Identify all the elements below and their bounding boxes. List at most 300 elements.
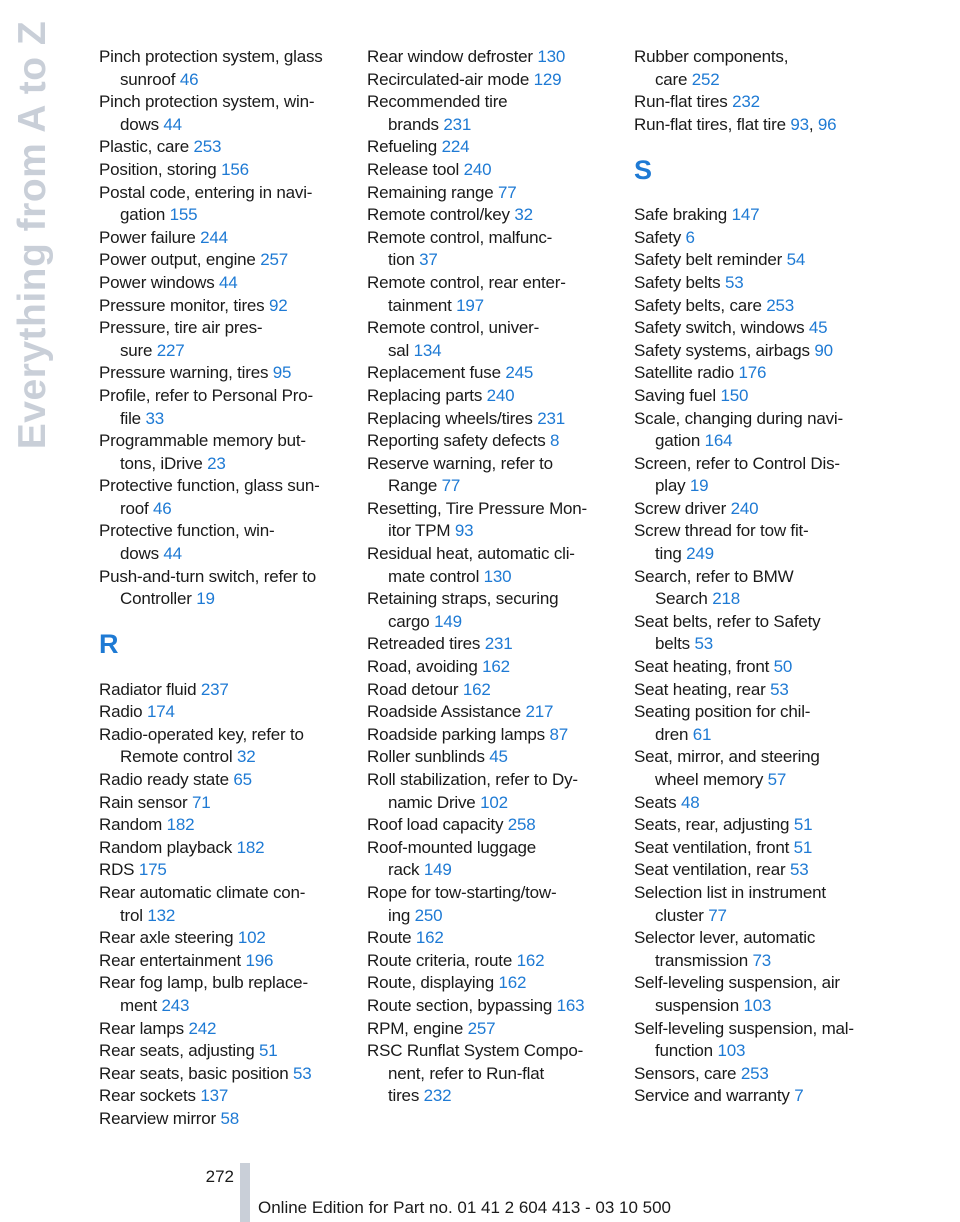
index-entry xyxy=(634,114,886,137)
page-reference-link[interactable]: 240 xyxy=(486,385,515,405)
index-entry-term: Pressure monitor, tires xyxy=(99,295,269,315)
index-entry xyxy=(367,972,619,995)
index-entry xyxy=(99,724,351,769)
index-entry xyxy=(634,408,886,453)
index-entry-term: Radio ready state xyxy=(99,770,234,789)
page-reference-link[interactable]: 37 xyxy=(419,250,438,270)
page-reference-link[interactable]: 6 xyxy=(685,227,695,247)
page-reference-link[interactable]: 174 xyxy=(146,702,175,722)
index-entry-term: Remote control, malfunc- tion xyxy=(367,227,553,270)
index-entry-term: Rear lamps xyxy=(99,1018,189,1038)
index-entry xyxy=(99,814,351,837)
index-entry xyxy=(99,520,351,565)
page-reference-link[interactable]: 130 xyxy=(483,566,512,586)
index-entry xyxy=(99,679,351,702)
index-entry-term: Programmable memory but- tons, iDrive xyxy=(99,431,306,473)
index-entry-term: Pressure, tire air pres- sure xyxy=(99,318,263,360)
page-reference-link[interactable]: 197 xyxy=(456,295,484,315)
page-reference-link[interactable]: 253 xyxy=(740,1063,769,1083)
page-reference-link[interactable]: 33 xyxy=(145,408,164,428)
index-entry xyxy=(367,837,619,882)
page-reference-link[interactable]: 242 xyxy=(188,1018,217,1038)
index-entry-term: Rear window defroster xyxy=(367,47,538,66)
page-reference-link[interactable]: 54 xyxy=(786,250,806,270)
index-entry-term: Screw driver xyxy=(634,498,731,518)
index-entry-term: Position, storing xyxy=(99,159,222,179)
page-reference-link[interactable]: 8 xyxy=(550,431,560,451)
page-reference-link[interactable]: 252 xyxy=(691,69,720,89)
index-entry xyxy=(634,204,886,227)
index-entry-term: Run-flat tires xyxy=(634,92,733,112)
page-reference-link[interactable]: 102 xyxy=(237,928,266,948)
page-reference-link[interactable]: 53 xyxy=(694,634,713,654)
index-entry-term: Road, avoiding xyxy=(367,657,483,677)
index-entry-term: Rear fog lamp, bulb replace- ment xyxy=(99,973,308,1015)
page-reference-link[interactable]: 90 xyxy=(814,340,833,360)
index-entry-term: Recommended tire brands xyxy=(367,92,508,134)
page-reference-link[interactable]: 217 xyxy=(525,702,554,722)
index-entry-term: Seating position for chil- dren xyxy=(634,702,811,744)
index-entry-term: Radio xyxy=(99,702,147,722)
page-reference-link[interactable]: 162 xyxy=(516,950,545,970)
index-entry-term: Roadside Assistance xyxy=(367,702,526,722)
page-reference-link[interactable]: 162 xyxy=(415,928,444,948)
index-entry-term: Profile, refer to Personal Pro- file xyxy=(99,385,313,428)
page-reference-link[interactable]: 257 xyxy=(260,250,288,270)
index-entry xyxy=(99,136,351,159)
page-reference-link[interactable]: 250 xyxy=(414,905,443,925)
index-entry-term: RPM, engine xyxy=(367,1018,468,1038)
page-reference-link[interactable]: 257 xyxy=(467,1018,496,1038)
index-entry-term: Safety systems, airbags xyxy=(634,340,815,360)
index-entry xyxy=(367,46,619,69)
index-entry xyxy=(99,566,351,611)
index-entry xyxy=(367,272,619,317)
page-reference-link[interactable]: 162 xyxy=(462,679,491,699)
index-entry xyxy=(99,46,351,91)
page-reference-link[interactable]: 129 xyxy=(533,69,562,89)
index-entry xyxy=(367,995,619,1018)
index-entry-term: Reporting safety defects xyxy=(367,431,551,451)
index-entry xyxy=(99,272,351,295)
index-entry-term: Pinch protection system, glass sunroof xyxy=(99,47,323,89)
page-reference-link[interactable]: 162 xyxy=(482,657,510,677)
page-reference-link[interactable]: 162 xyxy=(498,973,527,993)
index-entry-term: Route section, bypassing xyxy=(367,995,557,1015)
index-entry xyxy=(99,1108,351,1131)
index-entry xyxy=(99,769,351,792)
index-entry-term: Screw thread for tow fit- ting xyxy=(634,521,809,564)
index-entry xyxy=(634,566,886,611)
index-entry-term: Retaining straps, securing cargo xyxy=(367,589,559,631)
index-entry-term: Power failure xyxy=(99,227,201,247)
page-reference-link[interactable]: 57 xyxy=(767,770,787,789)
index-entry-term: Safety xyxy=(634,227,686,247)
page-reference-link[interactable]: 231 xyxy=(537,408,565,428)
index-entry-term: Selection list in instrument cluster xyxy=(634,882,826,925)
index-entry xyxy=(99,249,351,272)
index-entry-term: Selector lever, automatic transmission xyxy=(634,928,816,970)
index-entry xyxy=(99,182,351,227)
index-entry xyxy=(367,204,619,227)
index-column-3 xyxy=(634,46,886,1108)
page-reference-link[interactable]: 149 xyxy=(423,860,452,880)
index-entry-term: Screen, refer to Control Dis- play xyxy=(634,453,840,496)
index-entry xyxy=(634,91,886,114)
index-entry-term: Remote control, rear enter- tainment xyxy=(367,272,566,315)
side-section-title-text: Everything from A to Z xyxy=(11,20,54,450)
page-reference-link[interactable]: 253 xyxy=(766,295,795,315)
index-entry-term: Seat heating, front xyxy=(634,657,774,677)
page-reference-link[interactable]: 156 xyxy=(221,159,249,179)
index-entry-term: Protective function, glass sun- roof xyxy=(99,476,320,518)
index-entry xyxy=(367,91,619,136)
page-reference-link[interactable]: 92 xyxy=(268,295,288,315)
page-reference-link[interactable]: 73 xyxy=(752,950,772,970)
page-reference-link[interactable]: 243 xyxy=(161,995,190,1015)
index-entry xyxy=(99,430,351,475)
page-reference-link[interactable]: 103 xyxy=(743,995,772,1015)
page-reference-link[interactable]: 46 xyxy=(153,498,172,518)
page-reference-link[interactable]: 245 xyxy=(505,363,534,383)
index-entry xyxy=(367,408,619,431)
page-reference-link[interactable]: 147 xyxy=(731,205,760,225)
page-reference-link[interactable]: 53 xyxy=(292,1063,312,1083)
index-entry-term: Sensors, care xyxy=(634,1063,741,1083)
page-reference-link[interactable]: 44 xyxy=(219,272,238,292)
page-reference-link[interactable]: 258 xyxy=(507,815,536,835)
index-entry xyxy=(99,859,351,882)
index-entry xyxy=(99,295,351,318)
index-entry xyxy=(99,91,351,136)
index-entry xyxy=(99,950,351,973)
index-entry xyxy=(367,159,619,182)
page-reference-link[interactable]: 93 xyxy=(790,114,809,134)
page-reference-link[interactable]: 134 xyxy=(413,340,442,360)
index-entry-term: Safety belt reminder xyxy=(634,250,787,270)
index-entry xyxy=(634,792,886,815)
index-entry xyxy=(367,724,619,747)
page-number: 272 xyxy=(205,1167,234,1186)
page-reference-link[interactable]: 23 xyxy=(207,453,226,473)
index-entry-term: Scale, changing during navi- gation xyxy=(634,408,843,451)
page-reference-link[interactable]: 93 xyxy=(454,521,474,541)
page-reference-link[interactable]: 244 xyxy=(200,227,228,247)
index-entry-term: Roller sunblinds xyxy=(367,747,490,767)
footer-edition-text: Online Edition for Part no. 01 41 2 604 413 - 03 10 500 xyxy=(258,1198,672,1217)
page-reference-link[interactable]: 182 xyxy=(166,815,195,835)
page-reference-link[interactable]: 231 xyxy=(484,634,513,654)
page-reference-link[interactable]: 149 xyxy=(434,611,462,631)
page-reference-link[interactable]: 44 xyxy=(163,114,182,134)
index-entry-term: Safety belts, care xyxy=(634,295,767,315)
index-entry-term: Random playback xyxy=(99,837,237,857)
page-reference-link[interactable]: 45 xyxy=(808,318,828,338)
index-entry-term: Route criteria, route xyxy=(367,950,517,970)
page-reference-link[interactable]: 175 xyxy=(138,860,167,880)
index-entry xyxy=(367,1040,619,1108)
index-entry-term: Rear axle steering xyxy=(99,928,238,948)
index-entry xyxy=(634,317,886,340)
page-reference-link[interactable]: 51 xyxy=(259,1041,278,1061)
page-reference-link[interactable]: 48 xyxy=(681,792,700,812)
index-entry xyxy=(634,679,886,702)
index-entry xyxy=(634,340,886,363)
page-reference-link[interactable]: 51 xyxy=(793,837,813,857)
index-entry xyxy=(99,882,351,927)
page-reference-link[interactable]: 227 xyxy=(156,340,185,360)
index-entry xyxy=(634,1085,886,1108)
page-reference-link[interactable]: 77 xyxy=(498,182,517,202)
index-entry xyxy=(99,701,351,724)
index-entry xyxy=(634,295,886,318)
index-entry xyxy=(367,746,619,769)
page-reference-link[interactable]: 71 xyxy=(192,792,211,812)
index-entry xyxy=(99,972,351,1017)
index-entry-term: Rubber components, care xyxy=(634,47,789,89)
index-entry-term: Road detour xyxy=(367,679,463,699)
page-reference-link[interactable]: 77 xyxy=(708,905,727,925)
index-entry xyxy=(367,769,619,814)
index-entry xyxy=(367,385,619,408)
page-reference-link[interactable]: 19 xyxy=(196,589,215,609)
index-entry-term: Rain sensor xyxy=(99,792,193,812)
page-reference-link[interactable]: 224 xyxy=(441,137,470,157)
index-entry xyxy=(634,272,886,295)
page-reference-link[interactable]: 232 xyxy=(732,92,760,112)
index-entry xyxy=(634,814,886,837)
index-entry-term: Rear entertainment xyxy=(99,950,246,970)
index-entry-term: Pinch protection system, win- dows xyxy=(99,92,315,134)
page-reference-link[interactable]: 44 xyxy=(163,544,182,564)
index-entry xyxy=(367,927,619,950)
index-entry-term: Safety switch, windows xyxy=(634,318,809,338)
index-entry xyxy=(367,136,619,159)
page-reference-link[interactable]: 32 xyxy=(237,747,256,767)
index-entry xyxy=(367,656,619,679)
index-entry-term: Seats, rear, adjusting xyxy=(634,815,794,835)
section-letter-r: R xyxy=(99,629,119,660)
index-entry xyxy=(634,927,886,972)
index-entry xyxy=(367,498,619,543)
index-entry xyxy=(367,182,619,205)
index-column-1 xyxy=(99,46,351,1131)
index-entry xyxy=(634,611,886,656)
page-reference-link[interactable]: 53 xyxy=(790,860,809,880)
index-entry xyxy=(367,430,619,453)
index-entry xyxy=(634,746,886,791)
page-reference-link[interactable]: 96 xyxy=(817,114,837,134)
index-entry-term: Power windows xyxy=(99,272,220,292)
index-entry-term: Release tool xyxy=(367,159,464,179)
index-entry-term: Rear sockets xyxy=(99,1086,201,1106)
index-entry-term: Protective function, win- dows xyxy=(99,521,275,564)
index-entry-term: Remaining range xyxy=(367,182,498,202)
index-entry-term: Seat ventilation, rear xyxy=(634,860,791,880)
index-entry-term: Seat, mirror, and steering wheel memory xyxy=(634,747,820,789)
index-entry-term: Radio-operated key, refer to Remote control xyxy=(99,724,304,767)
side-section-title xyxy=(0,0,66,470)
page-reference-link[interactable]: 7 xyxy=(794,1086,804,1106)
index-entry xyxy=(634,701,886,746)
page-reference-link[interactable]: 237 xyxy=(200,679,229,699)
index-entry-term: RSC Runflat System Compo- nent, refer to Run-flat tires xyxy=(367,1041,584,1106)
page-reference-link[interactable]: 132 xyxy=(147,905,176,925)
index-entry-term: Plastic, care xyxy=(99,137,194,157)
index-entry xyxy=(99,317,351,362)
index-entry-term: Rear seats, adjusting xyxy=(99,1041,260,1061)
index-entry-term: RDS xyxy=(99,860,139,880)
index-entry xyxy=(367,588,619,633)
index-column-2 xyxy=(367,46,619,1108)
page-reference-link[interactable]: 102 xyxy=(480,792,508,812)
page-reference-link[interactable]: 19 xyxy=(689,476,709,496)
page-ref-separator: , xyxy=(808,114,818,134)
index-entry-term: Recirculated-air mode xyxy=(367,69,534,89)
page-reference-link[interactable]: 130 xyxy=(537,47,566,66)
page-reference-link[interactable]: 53 xyxy=(724,272,744,292)
index-entry-term: Run-flat tires, flat tire xyxy=(634,114,791,134)
index-entry-term: Seat heating, rear xyxy=(634,679,771,699)
index-entry xyxy=(367,882,619,927)
index-entry xyxy=(99,362,351,385)
index-entry xyxy=(367,69,619,92)
index-entry-term: Roadside parking lamps xyxy=(367,724,550,744)
index-entry-term: Route, displaying xyxy=(367,973,499,993)
index-entry xyxy=(634,227,886,250)
page-reference-link[interactable]: 163 xyxy=(556,995,585,1015)
index-entry xyxy=(367,543,619,588)
page-reference-link[interactable]: 51 xyxy=(793,815,813,835)
page-reference-link[interactable]: 232 xyxy=(423,1086,452,1106)
index-entry-term: Rearview mirror xyxy=(99,1108,221,1128)
index-entry-term: Satellite radio xyxy=(634,363,739,383)
page-reference-link[interactable]: 95 xyxy=(272,363,292,383)
index-entry xyxy=(99,1063,351,1086)
index-entry-term: Saving fuel xyxy=(634,385,721,405)
index-entry-term: Seat belts, refer to Safety belts xyxy=(634,611,821,654)
page-reference-link[interactable]: 240 xyxy=(463,159,492,179)
index-entry-term: Replacing wheels/tires xyxy=(367,408,538,428)
index-entry xyxy=(634,1063,886,1086)
footer-bar xyxy=(240,1163,250,1222)
index-entry-term: Self-leveling suspension, mal- function xyxy=(634,1018,854,1061)
index-entry-term: Roof load capacity xyxy=(367,815,508,835)
index-entry xyxy=(634,520,886,565)
index-entry xyxy=(367,317,619,362)
index-entry xyxy=(634,249,886,272)
index-entry xyxy=(99,159,351,182)
page-reference-link[interactable]: 240 xyxy=(730,498,759,518)
index-entry xyxy=(367,633,619,656)
index-entry xyxy=(99,475,351,520)
index-entry xyxy=(634,1018,886,1063)
index-entry xyxy=(634,498,886,521)
index-entry xyxy=(634,385,886,408)
section-letter-s: S xyxy=(634,154,653,185)
index-entry xyxy=(367,950,619,973)
index-entry xyxy=(634,453,886,498)
index-entry-term: Route xyxy=(367,928,416,948)
page-reference-link[interactable]: 164 xyxy=(704,431,733,451)
index-entry-term: Replacing parts xyxy=(367,385,487,405)
index-entry-term: Roof-mounted luggage rack xyxy=(367,837,536,880)
index-entry xyxy=(634,362,886,385)
index-entry-term: Rope for tow-starting/tow- ing xyxy=(367,882,557,925)
index-entry xyxy=(99,1018,351,1041)
page-reference-link[interactable]: 46 xyxy=(179,69,199,89)
index-entry xyxy=(367,679,619,702)
page-reference-link[interactable]: 50 xyxy=(773,657,793,677)
page-reference-link[interactable]: 77 xyxy=(441,476,461,496)
index-entry-term: Replacement fuse xyxy=(367,363,506,383)
page-reference-link[interactable]: 218 xyxy=(712,589,740,609)
index-entry xyxy=(99,227,351,250)
index-entry xyxy=(367,701,619,724)
index-entry xyxy=(367,453,619,498)
index-entry xyxy=(99,1085,351,1108)
index-entry-term: Random xyxy=(99,815,167,835)
page-reference-link[interactable]: 253 xyxy=(193,137,222,157)
page-reference-link[interactable]: 137 xyxy=(200,1086,229,1106)
index-entry-term: Reserve warning, refer to Range xyxy=(367,453,553,496)
page-reference-link[interactable]: 155 xyxy=(169,205,198,225)
index-entry xyxy=(99,1040,351,1063)
page-reference-link[interactable]: 196 xyxy=(245,950,274,970)
index-entry-term: Power output, engine xyxy=(99,250,261,270)
index-entry-term: Remote control, univer- sal xyxy=(367,318,540,360)
index-entry xyxy=(634,46,886,91)
index-entry-term: Seats xyxy=(634,792,681,812)
index-entry xyxy=(634,859,886,882)
page-reference-link[interactable]: 53 xyxy=(770,679,789,699)
index-entry xyxy=(99,385,351,430)
index-entry-term: Self-leveling suspension, air suspension xyxy=(634,973,840,1015)
page-reference-link[interactable]: 87 xyxy=(549,724,569,744)
index-entry-term: Service and warranty xyxy=(634,1086,795,1106)
page-reference-link[interactable]: 103 xyxy=(717,1041,746,1061)
index-entry-term: Retreaded tires xyxy=(367,634,485,654)
index-entry-term: Rear seats, basic position xyxy=(99,1063,293,1083)
page-reference-link[interactable]: 182 xyxy=(236,837,265,857)
page-reference-link[interactable]: 65 xyxy=(233,770,252,789)
index-entry xyxy=(99,792,351,815)
index-entry-term: Roll stabilization, refer to Dy- namic Drive xyxy=(367,770,578,812)
index-entry xyxy=(367,814,619,837)
index-entry xyxy=(634,656,886,679)
index-entry-term: Refueling xyxy=(367,137,442,157)
index-entry xyxy=(99,837,351,860)
index-entry xyxy=(367,227,619,272)
index-entry-term: Residual heat, automatic cli- mate control xyxy=(367,544,575,586)
page-reference-link[interactable]: 150 xyxy=(720,385,749,405)
index-entry-term: Resetting, Tire Pressure Mon- itor TPM xyxy=(367,498,588,541)
index-entry xyxy=(634,972,886,1017)
index-entry-term: Radiator fluid xyxy=(99,679,201,699)
index-entry-term: Remote control/key xyxy=(367,205,515,225)
page-reference-link[interactable]: 58 xyxy=(220,1108,239,1128)
page-reference-link[interactable]: 61 xyxy=(692,724,712,744)
page-reference-link[interactable]: 45 xyxy=(489,747,508,767)
page-reference-link[interactable]: 249 xyxy=(686,544,714,564)
index-entry xyxy=(367,1018,619,1041)
index-entry-term: Pressure warning, tires xyxy=(99,363,273,383)
page-reference-link[interactable]: 32 xyxy=(514,205,533,225)
page-reference-link[interactable]: 176 xyxy=(738,363,767,383)
page-reference-link[interactable]: 231 xyxy=(443,114,472,134)
index-entry-term: Rear automatic climate con- trol xyxy=(99,882,306,925)
index-entry-term: Safe braking xyxy=(634,205,732,225)
